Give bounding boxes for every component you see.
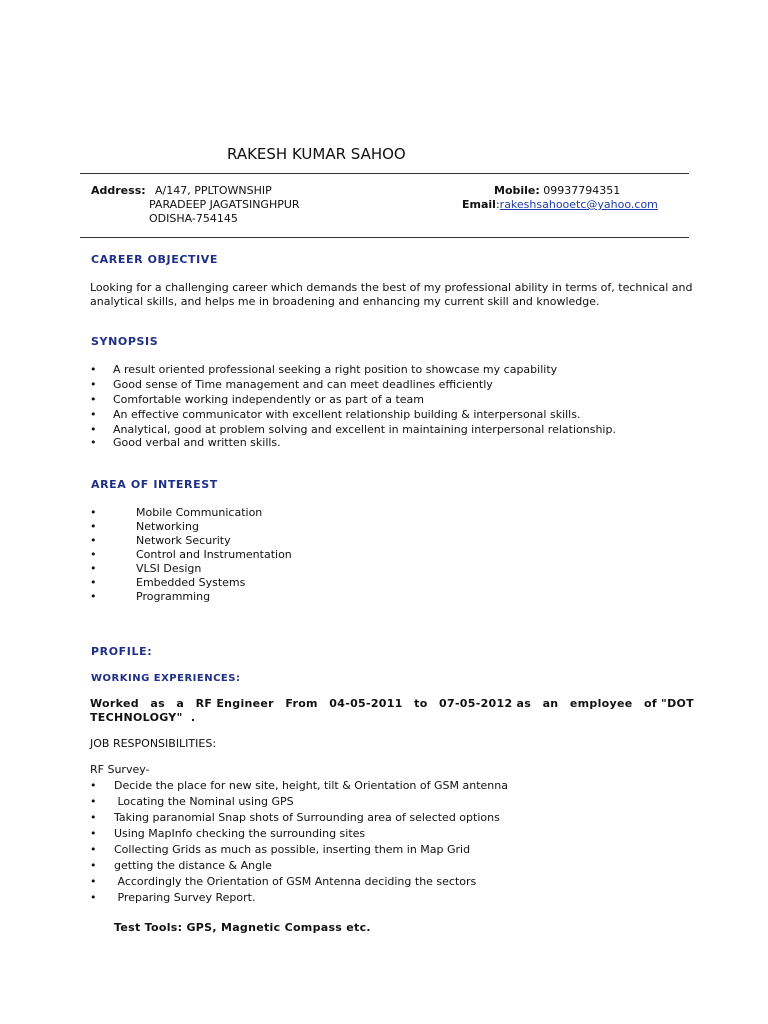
test-tools: Test Tools: GPS, Magnetic Compass etc. — [114, 921, 371, 934]
bullet-icon: • — [90, 875, 97, 888]
bullet-icon: • — [90, 506, 97, 519]
bullet-icon: • — [90, 520, 97, 533]
bullet-icon: • — [90, 576, 97, 589]
job-responsibilities-label: JOB RESPONSIBILITIES: — [90, 737, 217, 750]
bullet-icon: • — [90, 408, 97, 421]
synopsis-heading: SYNOPSIS — [91, 335, 159, 348]
bullet-icon: • — [90, 590, 97, 603]
email-link[interactable]: rakeshsahooetc@yahoo.com — [499, 198, 658, 211]
mobile-value: 09937794351 — [543, 184, 621, 197]
rf-survey-label: RF Survey- — [90, 763, 150, 776]
bullet-icon: • — [90, 363, 97, 376]
mobile-row — [494, 184, 620, 198]
mobile-label: Mobile: — [494, 184, 540, 197]
bullet-icon: • — [90, 811, 97, 824]
address-line-2: PARADEEP JAGATSINGHPUR — [149, 198, 300, 211]
profile-heading: PROFILE: — [91, 645, 153, 658]
bullet-icon: • — [90, 859, 97, 872]
career-objective-text: Looking for a challenging career which demands the best of my professional ability in terms of, technical and analytical skills, and helps me in broadening and enhancing my current skill and knowledge. — [90, 281, 693, 308]
header-bottom-rule — [80, 237, 689, 238]
bullet-icon: • — [90, 843, 97, 856]
bullet-icon: • — [90, 393, 97, 406]
address-label: Address: — [91, 184, 146, 197]
bullet-icon: • — [90, 534, 97, 547]
email-separator: : — [495, 198, 500, 211]
header-top-rule — [80, 173, 689, 174]
bullet-icon: • — [90, 779, 97, 792]
bullet-icon: • — [90, 827, 97, 840]
bullet-icon: • — [90, 378, 97, 391]
email-label: Email — [462, 198, 496, 211]
bullet-icon: • — [90, 562, 97, 575]
bullet-icon: • — [90, 548, 97, 561]
bullet-icon: • — [90, 436, 97, 449]
resume-page: RAKESH KUMAR SAHOO Address: A/147, PPLTOWNSHIP PARADEEP JAGATSINGHPUR ODISHA-754145 Mobile: 09937794351 Email:rakeshsahooetc@yahoo.com CAREER OBJECTIVE Looking for a challenging career which demands the best of my professional ability in terms of, technical and analytical skills, and helps me in broadening and enhancing my current skill and knowledge. SYNOPSIS • A result oriented professional seeking a right position to showcase my capability • Good sense of Time management and can meet deadlines efficiently • Comfortable working independently or as part of a team • An effective communicator with excellent relationship building & interpersonal skills. • Analytical, good at problem solving and excellent in maintaining interpersonal relationship. • Good verbal and written skills. AREA OF INTEREST • Mobile Communication • Networking • Network Security • Control and Instrumentation • VLSI Design • Embedded Systems • Programming PROFILE: WORKING EXPERIENCES: Worked as a RF Engineer From 04-05-2011 to 07-05-2012 as an employee of "DOT TECHNOLOGY" . JOB RESPONSIBILITIES: RF Survey- • Decide the place for new site, height, tilt & Orientation of GSM antenna • Locating the Nominal using GPS • Taking paranomial Snap shots of Surrounding area of selected options • Using MapInfo checking the surrounding sites • Collecting Grids as much as possible, inserting them in Map Grid • getting the distance & Angle • Accordingly the Orientation of GSM Antenna deciding the sectors • Preparing Survey Report. Test Tools: GPS, Magnetic Compass etc. — [0, 0, 768, 1024]
experience-line-2: TECHNOLOGY" . — [90, 711, 196, 724]
address-line-3: ODISHA-754145 — [149, 212, 238, 225]
working-experiences-heading: WORKING EXPERIENCES: — [91, 673, 241, 684]
email-row — [462, 198, 658, 212]
area-of-interest-heading: AREA OF INTEREST — [91, 478, 218, 491]
experience-line-1: Worked as a RF Engineer From 04-05-2011 to 07-05-2012 as an employee of "DOT — [90, 697, 694, 710]
career-objective-heading: CAREER OBJECTIVE — [91, 253, 219, 266]
bullet-icon: • — [90, 891, 97, 904]
address-line-1: A/147, PPLTOWNSHIP — [155, 184, 272, 197]
candidate-name: RAKESH KUMAR SAHOO — [227, 145, 406, 163]
bullet-icon: • — [90, 795, 97, 808]
bullet-icon: • — [90, 423, 97, 436]
